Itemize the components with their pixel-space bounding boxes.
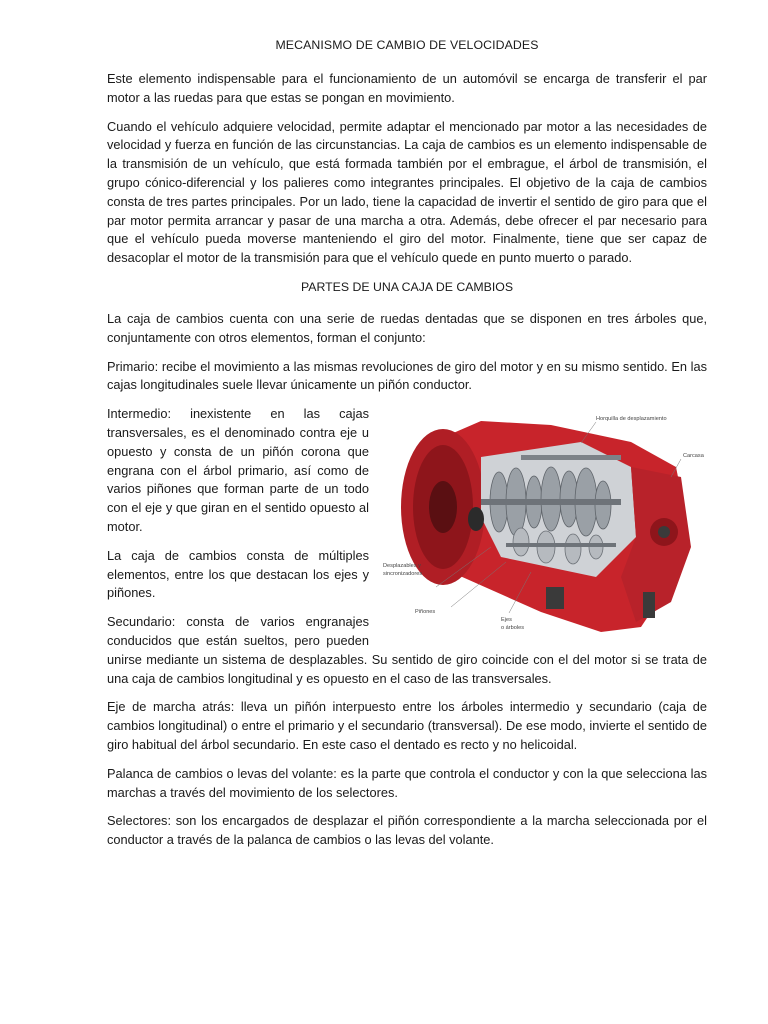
paragraph-secondary: Secundario: consta de varios engranajes conducidos que están sueltos, pero pueden unirse mediante un sistema de desplazables. Su sentido de giro coincide con el del motor si se trata de una caja de cambios longitudinal y es opuesto en el caso de las transversales. [107,614,707,686]
paragraph-function: Cuando el vehículo adquiere velocidad, permite adaptar el mencionado par motor a las necesidades de velocidad y fuerza en función de las circunstancias. La caja de cambios es un elemento indispensable de la transmisión de un vehículo, que está formada también por el embrague, el árbol de transmisión, el grupo cónico-diferencial y los palieres como integrantes principales. El objetivo de la caja de cambios consta de tres partes principales. Por un lado, tiene la capacidad de invertir el sentido de giro para que el par motor permita arrancar y pasar de una marcha a otra. Además, debe ofrecer el par necesario para que el vehículo pueda moverse manteniendo el giro del motor. Finalmente, tiene que ser capaz de desacoplar el motor de la transmisión para que el vehículo quede en punto muerto o parado. [107,118,707,266]
main-shaft [481,499,621,505]
label-sliders-1: Desplazables y [383,563,421,570]
paragraph-primary: Primario: recibe el movimiento a las mismas revoluciones de giro del motor y en su mismo sentido. En las cajas longitudinales suele llevar únicamente un piñón conductor. [107,358,707,393]
label-shafts-2: o árboles [501,625,525,632]
gearbox-figure [381,407,715,639]
document-title: MECANISMO DE CAMBIO DE VELOCIDADES [275,38,539,52]
label-sliders-2: sincronizadores [383,571,423,578]
label-gears: Piñones [415,609,436,616]
paragraph-selectors: Selectores: son los encargados de desplazar el piñón correspondiente a la marcha seleccionada por el conductor a través de la palanca de cambios o las levas del volante. [107,813,707,848]
paragraph-parts: La caja de cambios cuenta con una serie de ruedas dentadas que se disponen en tres árboles que, conjuntamente con otros elementos, forman el conjunto: [107,310,707,345]
paragraph-intro: Este elemento indispensable para el funcionamiento de un automóvil se encarga de transferir el par motor a las ruedas para que estas se pongan en movimiento. [107,71,707,105]
label-fork: Horquilla de desplazamiento [596,416,667,423]
paragraph-elements: La caja de cambios consta de múltiples elementos, entre los que destacan los ejes y piñones. [107,547,369,601]
label-shafts-1: Ejes [501,617,512,624]
paragraph-intermediate: Intermedio: inexistente en las cajas transversales, es el denominado contra eje u opuesto y consta de un piñón corona que engrana con el árbol primario, así como de varios piñones que forman parte de un todo con el eje y que giran en el sentido opuesto al motor. [107,406,369,534]
paragraph-gear-lever: Palanca de cambios o levas del volante: es la parte que controla el conductor y con la que selecciona las marchas a través del movimiento de los selectores. [107,765,707,800]
selector-rail [521,455,621,460]
label-housing: Carcasa [683,453,704,460]
paragraph-reverse-shaft: Eje de marcha atrás: lleva un piñón interpuesto entre los árboles intermedio y secundario (caja de cambios longitudinal) o entre el primario y el secundario (transversal). De ese modo, invierte el sentido de giro habitual del árbol secundario. En este caso el dentado es recto y no helicoidal. [107,699,707,752]
section-subtitle: PARTES DE UNA CAJA DE CAMBIOS [300,279,514,294]
gearbox-cutaway-illustration [381,407,715,639]
